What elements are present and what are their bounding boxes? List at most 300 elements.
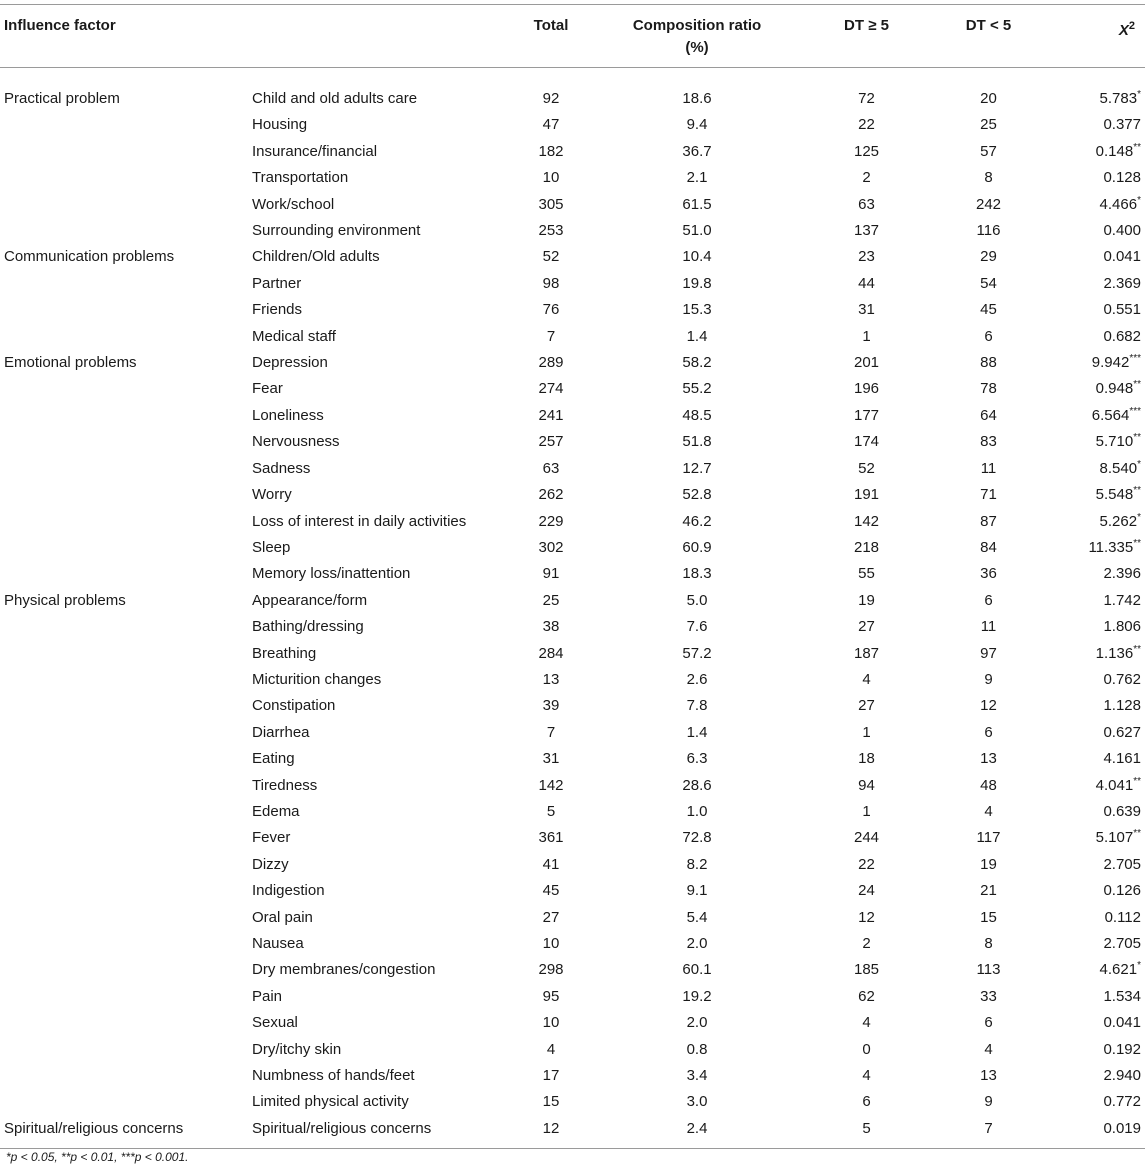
cell-total: 10 [542,1014,560,1032]
chi-square-value: 5.107 [1095,829,1134,847]
cell-total: 76 [542,301,560,319]
cell-dt-ge-5: 125 [853,142,880,160]
cell-chi-square [1038,561,1145,587]
cell-dt-lt-5: 45 [980,301,997,319]
cell-dt-ge-5: 5 [862,1119,871,1137]
cell-composition-ratio: 7.6 [686,618,708,636]
cell-dt-lt-5: 242 [975,195,1002,213]
cell-dt-ge-5: 174 [853,433,880,451]
significance-footnote: *p < 0.05, **p < 0.01, ***p < 0.001. [6,1150,189,1164]
chi-square-value: 8.540 [1099,459,1138,477]
chi-square-value: 0.126 [1103,882,1141,900]
table-row [0,561,1145,587]
cell-dt-lt-5: 29 [980,248,997,266]
cell-total: 229 [538,512,564,530]
cell-total: 182 [538,142,564,160]
cell-item: Oral pain [252,908,313,926]
cell-influence-factor [0,561,248,587]
cell-dt-lt-5: 7 [984,1119,993,1137]
table-body [0,68,1145,1149]
cell-total: 17 [542,1067,560,1085]
cell-composition-ratio: 19.8 [682,274,712,292]
cell-dt-lt-5: 84 [980,538,997,556]
table-row [0,271,1145,297]
cell-dt-lt-5: 9 [984,670,993,688]
cell-chi-square [1038,667,1145,693]
cell-total: 31 [542,750,560,768]
cell-total: 41 [542,855,560,873]
cell-dt-ge-5: 23 [858,248,875,266]
table-row [0,852,1145,878]
significance-marker: ** [1133,643,1141,655]
table-row [0,165,1145,191]
cell-total: 257 [538,433,564,451]
cell-total: 13 [542,670,560,688]
cell-chi-square [1038,271,1145,297]
cell-dt-lt-5: 64 [980,406,997,424]
cell-dt-ge-5: 196 [853,380,880,398]
cell-dt-ge-5: 142 [853,512,880,530]
cell-dt-ge-5: 218 [853,538,880,556]
cell-total: 262 [538,486,564,504]
chi-square-value: 1.742 [1103,591,1141,609]
table-row [0,1010,1145,1036]
cell-dt-lt-5: 8 [984,169,993,187]
cell-composition-ratio: 60.1 [682,961,712,979]
cell-chi-square [1038,614,1145,640]
cell-item: Friends [252,301,303,319]
table-row [0,324,1145,350]
cell-composition-ratio: 3.0 [686,1093,708,1111]
cell-dt-ge-5: 94 [858,776,875,794]
cell-dt-ge-5: 4 [862,1014,871,1032]
cell-total: 4 [546,1040,556,1058]
chi-square-value: 0.551 [1103,301,1141,319]
cell-total: 5 [546,802,556,820]
cell-item: Diarrhea [252,723,310,741]
significance-marker: * [1137,194,1141,206]
cell-dt-lt-5: 6 [984,723,993,741]
chi-square-value: 4.161 [1103,750,1141,768]
chi-square-value: 0.772 [1103,1093,1141,1111]
cell-dt-ge-5: 27 [858,697,875,715]
cell-total: 91 [542,565,560,583]
cell-item: Nausea [252,935,304,952]
significance-marker: *** [1129,405,1141,417]
cell-chi-square [1038,1010,1145,1036]
cell-item: Sleep [252,538,291,556]
cell-dt-lt-5: 12 [980,697,997,715]
data-table-container [0,4,1145,1149]
cell-total: 12 [542,1119,560,1137]
cell-item: Work/school [252,195,335,213]
cell-chi-square [1038,931,1145,957]
cell-item: Edema [252,802,300,820]
cell-total: 98 [542,274,560,292]
cell-composition-ratio: 9.1 [686,882,708,900]
header-ratio-line1: Composition ratio [632,17,762,34]
chi-square-value: 6.564 [1091,406,1130,424]
cell-item: Sexual [252,1014,298,1032]
significance-marker: *** [1129,353,1141,365]
significance-marker: ** [1133,379,1141,391]
chi-square-value: 11.335 [1088,538,1134,556]
cell-dt-lt-5: 4 [984,1040,993,1058]
header-dt-ge-5: DT ≥ 5 [844,17,889,34]
cell-influence-factor [0,984,248,1010]
cell-dt-lt-5: 48 [980,776,997,794]
cell-dt-ge-5: 2 [862,935,871,952]
cell-total: 39 [542,697,560,715]
cell-dt-ge-5: 44 [858,274,875,292]
cell-item: Dry/itchy skin [252,1040,342,1058]
cell-dt-ge-5: 18 [858,750,875,768]
cell-dt-ge-5: 12 [858,908,875,926]
table-row [0,693,1145,719]
cell-total: 7 [546,327,556,345]
cell-item: Limited physical activity [252,1093,409,1111]
cell-total: 52 [542,248,560,266]
cell-chi-square [1038,957,1145,983]
chi-square-base: X [1118,22,1129,39]
table-row [0,1037,1145,1063]
table-row [0,1063,1145,1089]
table-row [0,376,1145,402]
cell-item: Fear [252,380,283,398]
cell-item: Dizzy [252,855,289,873]
cell-dt-lt-5: 6 [984,591,993,609]
cell-item: Housing [252,116,308,134]
cell-dt-lt-5: 116 [976,222,1001,240]
header-item [248,5,502,68]
table-row [0,1116,1145,1149]
table-row [0,720,1145,746]
cell-dt-lt-5: 71 [980,486,997,504]
cell-chi-square [1038,852,1145,878]
table-row [0,984,1145,1010]
cell-composition-ratio: 18.3 [682,565,712,583]
cell-item: Numbness of hands/feet [252,1067,415,1085]
cell-composition-ratio: 1.4 [686,327,708,345]
chi-square-value: 4.466 [1099,195,1138,213]
cell-chi-square [1038,350,1145,376]
cell-composition-ratio: 7.8 [686,697,708,715]
cell-dt-ge-5: 137 [853,222,880,240]
cell-composition-ratio: 18.6 [682,90,712,107]
cell-item: Pain [252,987,283,1005]
cell-dt-ge-5: 187 [853,644,880,662]
cell-dt-lt-5: 11 [980,459,997,477]
cell-item: Loneliness [252,406,324,424]
cell-chi-square [1038,509,1145,535]
chi-square-value: 0.682 [1103,327,1141,345]
cell-composition-ratio: 1.4 [686,723,708,741]
header-total: Total [533,17,569,34]
cell-chi-square [1038,324,1145,350]
cell-influence-factor [0,482,248,508]
significance-marker: * [1137,960,1141,972]
cell-dt-lt-5: 97 [980,644,997,662]
cell-influence-factor: Practical problem [4,90,120,107]
chi-square-value: 5.548 [1095,486,1134,504]
cell-dt-ge-5: 191 [853,486,880,504]
table-row [0,957,1145,983]
cell-influence-factor [0,641,248,667]
significance-marker: ** [1133,537,1141,549]
cell-total: 38 [542,618,560,636]
influence-factor-table [0,4,1145,1149]
cell-dt-lt-5: 9 [984,1093,993,1111]
cell-chi-square [1038,403,1145,429]
cell-influence-factor [0,799,248,825]
cell-chi-square [1038,68,1145,113]
cell-dt-ge-5: 1 [862,723,871,741]
cell-item: Insurance/financial [252,142,378,160]
cell-total: 25 [542,591,560,609]
chi-square-value: 1.128 [1103,697,1141,715]
cell-dt-lt-5: 33 [980,987,997,1005]
cell-dt-lt-5: 19 [980,855,997,873]
cell-dt-lt-5: 13 [980,1067,997,1085]
cell-dt-lt-5: 88 [980,354,997,372]
cell-dt-ge-5: 62 [858,987,875,1005]
cell-chi-square [1038,218,1145,244]
table-row [0,244,1145,270]
cell-chi-square [1038,720,1145,746]
cell-total: 142 [538,776,564,794]
cell-chi-square [1038,825,1145,851]
chi-square-value: 5.710 [1095,433,1134,451]
cell-composition-ratio: 5.0 [686,591,708,609]
cell-chi-square [1038,112,1145,138]
cell-dt-lt-5: 113 [976,961,1001,979]
cell-chi-square [1038,984,1145,1010]
chi-square-value: 5.262 [1099,512,1138,530]
chi-square-value: 5.783 [1099,90,1138,107]
cell-dt-lt-5: 78 [980,380,997,398]
cell-dt-ge-5: 52 [858,459,875,477]
cell-influence-factor [0,1037,248,1063]
cell-item: Fever [252,829,291,847]
chi-square-value: 0.041 [1103,1014,1141,1032]
cell-influence-factor: Physical problems [4,591,126,609]
cell-chi-square [1038,693,1145,719]
cell-item: Breathing [252,644,317,662]
cell-dt-lt-5: 83 [980,433,997,451]
cell-dt-lt-5: 13 [980,750,997,768]
cell-item: Children/Old adults [252,248,380,266]
cell-composition-ratio: 2.6 [686,670,708,688]
cell-total: 15 [542,1093,560,1111]
cell-influence-factor [0,1010,248,1036]
cell-influence-factor [0,878,248,904]
cell-item: Loss of interest in daily activities [252,512,467,530]
cell-composition-ratio: 52.8 [682,486,712,504]
cell-composition-ratio: 9.4 [686,116,708,134]
table-row [0,297,1145,323]
cell-chi-square [1038,1089,1145,1115]
cell-chi-square [1038,244,1145,270]
chi-square-value: 0.128 [1103,169,1141,187]
cell-total: 241 [538,406,564,424]
table-row [0,799,1145,825]
cell-total: 95 [542,987,560,1005]
cell-composition-ratio: 51.8 [682,433,712,451]
cell-item: Constipation [252,697,336,715]
cell-total: 63 [542,459,560,477]
cell-influence-factor [0,271,248,297]
cell-dt-lt-5: 21 [980,882,997,900]
cell-item: Spiritual/religious concerns [252,1119,432,1137]
cell-dt-lt-5: 8 [984,935,993,952]
cell-total: 10 [542,935,560,952]
cell-influence-factor [0,720,248,746]
table-row [0,429,1145,455]
cell-dt-ge-5: 185 [853,961,880,979]
cell-item: Bathing/dressing [252,618,364,636]
chi-square-symbol [1119,22,1135,39]
cell-total: 302 [538,538,564,556]
cell-influence-factor [0,429,248,455]
cell-total: 27 [542,908,560,926]
cell-dt-lt-5: 4 [984,802,993,820]
cell-dt-lt-5: 54 [980,274,997,292]
cell-chi-square [1038,641,1145,667]
significance-marker: * [1137,458,1141,470]
cell-composition-ratio: 55.2 [682,380,712,398]
chi-square-exponent: 2 [1128,20,1135,32]
cell-dt-ge-5: 19 [858,591,875,609]
significance-marker: ** [1133,432,1141,444]
cell-chi-square [1038,192,1145,218]
cell-influence-factor [0,1089,248,1115]
cell-total: 253 [538,222,564,240]
table-row [0,482,1145,508]
cell-chi-square [1038,773,1145,799]
table-row [0,825,1145,851]
significance-marker: ** [1133,141,1141,153]
chi-square-value: 0.948 [1095,380,1134,398]
header-chi-square [1038,5,1145,68]
cell-influence-factor [0,957,248,983]
chi-square-value: 0.148 [1095,142,1134,160]
cell-chi-square [1038,799,1145,825]
cell-item: Appearance/form [252,591,368,609]
header-dt-lt-5: DT < 5 [965,17,1012,34]
cell-composition-ratio: 5.4 [686,908,708,926]
cell-composition-ratio: 15.3 [682,301,712,319]
cell-item: Depression [252,354,328,372]
cell-item: Tiredness [252,776,318,794]
table-row [0,535,1145,561]
cell-composition-ratio: 3.4 [686,1067,708,1085]
cell-dt-ge-5: 22 [858,855,875,873]
cell-chi-square [1038,429,1145,455]
cell-composition-ratio: 51.0 [682,222,712,240]
cell-item: Nervousness [252,433,340,451]
cell-chi-square [1038,1116,1145,1149]
cell-composition-ratio: 57.2 [682,644,712,662]
cell-influence-factor [0,139,248,165]
table-row [0,192,1145,218]
chi-square-value: 0.627 [1103,723,1141,741]
chi-square-value: 0.639 [1103,802,1141,820]
cell-dt-ge-5: 24 [858,882,875,900]
cell-influence-factor [0,456,248,482]
chi-square-value: 1.136 [1095,644,1134,662]
significance-marker: ** [1133,775,1141,787]
cell-chi-square [1038,376,1145,402]
cell-influence-factor [0,1063,248,1089]
cell-item: Surrounding environment [252,222,421,240]
chi-square-value: 4.621 [1099,961,1138,979]
cell-dt-lt-5: 20 [980,90,997,107]
cell-dt-ge-5: 55 [858,565,875,583]
cell-dt-lt-5: 25 [980,116,997,134]
cell-item: Eating [252,750,295,768]
cell-influence-factor [0,852,248,878]
table-row [0,667,1145,693]
cell-composition-ratio: 2.1 [686,169,708,187]
table-row [0,905,1145,931]
cell-total: 284 [538,644,564,662]
table-row [0,218,1145,244]
cell-influence-factor [0,667,248,693]
table-row [0,773,1145,799]
chi-square-value: 9.942 [1091,354,1130,372]
table-row [0,112,1145,138]
cell-chi-square [1038,535,1145,561]
cell-dt-ge-5: 4 [862,670,871,688]
cell-chi-square [1038,1037,1145,1063]
significance-marker: ** [1133,828,1141,840]
table-row [0,456,1145,482]
cell-influence-factor [0,192,248,218]
cell-total: 298 [538,961,564,979]
chi-square-value: 0.377 [1103,116,1141,134]
cell-chi-square [1038,482,1145,508]
table-row [0,68,1145,113]
cell-influence-factor [0,509,248,535]
cell-dt-ge-5: 1 [862,802,871,820]
header-ratio-line2: (%) [685,39,709,56]
cell-item: Indigestion [252,882,325,900]
cell-chi-square [1038,139,1145,165]
cell-total: 92 [542,90,560,107]
cell-dt-lt-5: 15 [980,908,997,926]
cell-item: Memory loss/inattention [252,565,411,583]
cell-dt-ge-5: 63 [858,195,875,213]
chi-square-value: 2.396 [1103,565,1141,583]
cell-influence-factor [0,324,248,350]
cell-chi-square [1038,297,1145,323]
cell-total: 7 [546,723,556,741]
cell-dt-lt-5: 11 [980,618,997,636]
header-composition-ratio [600,5,794,68]
cell-dt-ge-5: 27 [858,618,875,636]
cell-composition-ratio: 61.5 [682,195,712,213]
cell-dt-lt-5: 6 [984,1014,993,1032]
cell-item: Sadness [252,459,311,477]
cell-influence-factor: Emotional problems [4,354,137,372]
cell-dt-ge-5: 177 [853,406,880,424]
chi-square-value: 0.041 [1103,248,1141,266]
cell-influence-factor [0,905,248,931]
cell-composition-ratio: 60.9 [682,538,712,556]
cell-composition-ratio: 72.8 [682,829,712,847]
chi-square-value: 2.940 [1103,1067,1141,1085]
table-row [0,746,1145,772]
